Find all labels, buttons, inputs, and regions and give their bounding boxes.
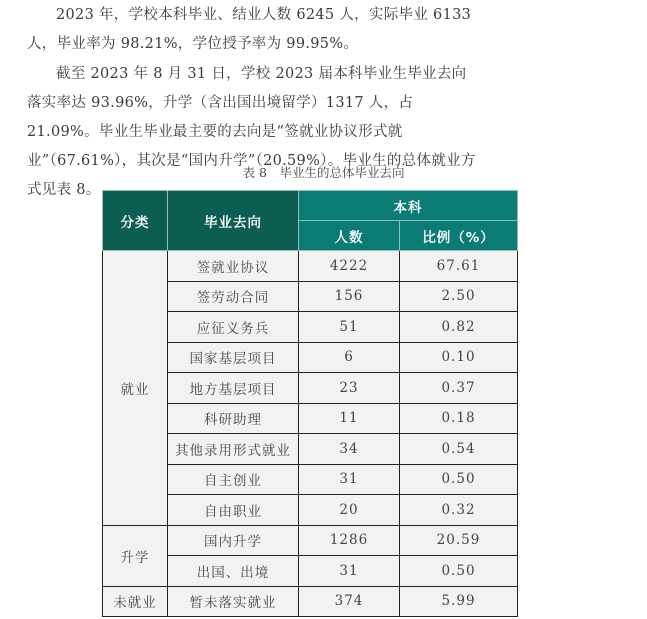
count-cell: 20 bbox=[299, 495, 400, 526]
ratio-cell: 2.50 bbox=[400, 281, 518, 312]
count-cell: 23 bbox=[299, 373, 400, 404]
destination-cell: 出国、出境 bbox=[168, 556, 299, 587]
category-cell: 就业 bbox=[103, 251, 168, 526]
ratio-cell: 0.32 bbox=[400, 495, 518, 526]
ratio-cell: 20.59 bbox=[400, 525, 518, 556]
header-category: 分类 bbox=[103, 191, 168, 251]
table-row bbox=[103, 586, 518, 617]
ratio-cell: 0.18 bbox=[400, 403, 518, 434]
count-cell: 31 bbox=[299, 464, 400, 495]
ratio-cell: 0.10 bbox=[400, 342, 518, 373]
ratio-cell: 0.50 bbox=[400, 464, 518, 495]
ratio-cell: 5.99 bbox=[400, 586, 518, 617]
count-cell: 6 bbox=[299, 342, 400, 373]
destination-cell: 自主创业 bbox=[168, 464, 299, 495]
table-caption: 表 8 毕业生的总体毕业去向 bbox=[242, 165, 405, 180]
header-destination: 毕业去向 bbox=[168, 191, 299, 251]
destination-cell: 自由职业 bbox=[168, 495, 299, 526]
destination-cell: 暂未落实就业 bbox=[168, 586, 299, 617]
ratio-cell: 0.50 bbox=[400, 556, 518, 587]
ratio-cell: 0.37 bbox=[400, 373, 518, 404]
destination-cell: 国内升学 bbox=[168, 525, 299, 556]
count-cell: 156 bbox=[299, 281, 400, 312]
destination-cell: 地方基层项目 bbox=[168, 373, 299, 404]
count-cell: 374 bbox=[299, 586, 400, 617]
paragraph-2: 截至 2023 年 8 月 31 日，学校 2023 届本科毕业生毕业去向落实率达 93.96%，升学（含出国出境留学）1317 人，占 21.09%。毕业生毕业最主要的去向是“签就业协议形式就业”（67.61%），其次是“国内升学”（20.59%）。毕业生的总体就业方式见表 8。 bbox=[27, 66, 476, 198]
header-count: 人数 bbox=[299, 221, 400, 251]
count-cell: 4222 bbox=[299, 251, 400, 282]
count-cell: 31 bbox=[299, 556, 400, 587]
category-cell: 升学 bbox=[103, 525, 168, 586]
ratio-cell: 0.54 bbox=[400, 434, 518, 465]
destination-cell: 应征义务兵 bbox=[168, 312, 299, 343]
destination-cell: 科研助理 bbox=[168, 403, 299, 434]
ratio-cell: 0.82 bbox=[400, 312, 518, 343]
paragraph-1: 2023 年，学校本科毕业、结业人数 6245 人，实际毕业 6133 人，毕业率为 98.21%，学位授予率为 99.95%。 bbox=[27, 7, 472, 52]
destination-cell: 签劳动合同 bbox=[168, 281, 299, 312]
ratio-cell: 67.61 bbox=[400, 251, 518, 282]
destination-cell: 签就业协议 bbox=[168, 251, 299, 282]
count-cell: 11 bbox=[299, 403, 400, 434]
count-cell: 51 bbox=[299, 312, 400, 343]
category-cell: 未就业 bbox=[103, 586, 168, 617]
destination-table bbox=[102, 190, 518, 617]
count-cell: 34 bbox=[299, 434, 400, 465]
table-row bbox=[103, 525, 518, 556]
table-row bbox=[103, 251, 518, 282]
header-ratio: 比例（%） bbox=[400, 221, 518, 251]
destination-cell: 其他录用形式就业 bbox=[168, 434, 299, 465]
count-cell: 1286 bbox=[299, 525, 400, 556]
destination-cell: 国家基层项目 bbox=[168, 342, 299, 373]
header-group: 本科 bbox=[299, 191, 518, 221]
